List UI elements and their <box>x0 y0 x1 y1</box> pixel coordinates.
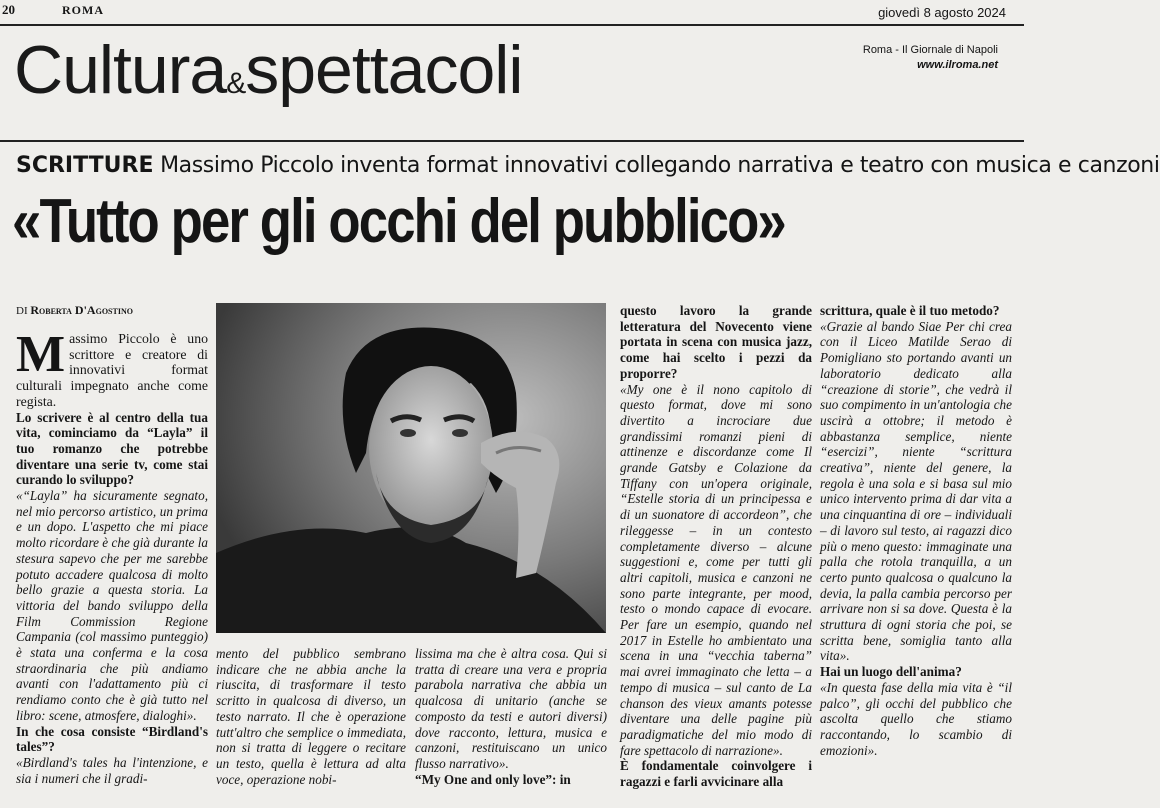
answer-2-start: «Birdland's tales ha l'intenzione, e sia i numeri che il gradi- <box>16 754 208 786</box>
section-title-amp: & <box>226 67 246 100</box>
author-photo <box>216 303 606 633</box>
section-title-part2: spettacoli <box>245 32 523 108</box>
section-title-part1: Cultura <box>14 32 227 108</box>
lead-text: assimo Piccolo è uno scrittore e creatore di innovativi format culturali impegnato anche come regista. <box>16 331 208 409</box>
paper-name: ROMA <box>62 3 104 17</box>
question-1: Lo scrivere è al centro della tua vita, cominciamo da “Layla” il tuo romanzo che potrebbe diventare una serie tv, come stai curando lo sviluppo? <box>16 409 208 488</box>
byline-prefix: DI <box>16 305 28 317</box>
answer-1: «“Layla” ha sicuramente segnato, nel mio percorso artistico, un prima e un dopo. L'aspetto che mi piace molto ricordare è che già durante la stesura sapevo che per me sarebbe potuto accadere qualcosa di molto bello grazie a questa storia. La vittoria del bando sviluppo della Film Commission Regione Campania (col massimo punteggio) è stata una conferma e la cosa straordinaria che più andiamo avanti con l'adattamento più ci rendiamo conto che è già tutto nel libro: scene, atmosfere, dialoghi». <box>16 488 208 723</box>
publication-name: Roma - Il Giornale di Napoli <box>862 44 998 56</box>
question-5: Hai un luogo dell'anima? <box>820 664 962 680</box>
article-column-2 <box>216 646 406 787</box>
question-4-start: È fondamentale coinvolgere i ragazzi e farli avvicinare alla <box>620 758 812 790</box>
kicker-text: Massimo Piccolo inventa format innovativi collegando narrativa e teatro con musica e canzoni <box>160 153 1160 178</box>
answer-2-end: lissima ma che è altra cosa. Qui si tratta di creare una vera e propria parabola narrativa che abbia un qualcosa di unitario (anche se composto da testi e autori diversi) dove racconto, lettura, musica e canzoni, restituiscano un unico flusso narrativo». <box>415 646 607 771</box>
headline: «Tutto per gli occhi del pubblico» <box>12 187 785 256</box>
answer-3: «My one è il nono capitolo di questo format, dove mi sono divertito a incrociare due grandissimi romanzi pieni di attinenze e discordanze come Il grande Gatsby e Colazione da Tiffany con un'opera originale, “Estelle storia di un principessa e di un suonatore di accordeon”, che rileggesse – in un contesto completamente diverso – alcune suggestioni e, come per tutti gli altri capitoli, musica e canzoni ne sono parte integrante, per mood, testo o mondo capace di evocare. Per fare un esempio, quando nel 2017 in Estelle ho ambientato una scena in una “vecchia taberna” mai avrei immaginato che letta – a tempo di musica – sul canto de La chanson des vieux amants potesse diventare una delle pagine più paradigmatiche del mio modo di fare spettacolo di narrazione». <box>620 381 812 758</box>
question-3-continued: questo lavoro la grande letteratura del Novecento viene portata in scena con musica jazz, come hai scelto i pezzi da proporre? <box>620 303 812 381</box>
section-rule <box>0 140 1024 142</box>
publication-website: www.ilroma.net <box>917 59 998 71</box>
answer-5: «In questa fase della mia vita è “il palco”, gli occhi del pubblico che ascolta quello che stiamo raccontando, lo scambio di emozioni». <box>820 679 1012 758</box>
answer-4: «Grazie al bando Siae Per chi crea con il Liceo Matilde Serao di Pomigliano sto portando avanti un laboratorio dedicato alla “creazione di storie”, che vedrà il suo compimento in un'antologia che uscirà a ottobre; il metodo è abbastanza semplice, niente “esercizi”, niente “scrittura creativa”, niente del genere, la regola è una sola e si basa sul mio unico intervento prima di dar vita a una cinquantina di ore – individuali – di lavoro sul testo, ai ragazzi dico più o meno questo: immaginate una palla che rotola tranquilla, a un certo punto qualcosa o qualcuno la devia, la palla cambia percorso per arrivare non si sa dove. Questa è la struttura di ogni storia che poi, se scritta bene, somiglia tanto alla vita». <box>820 318 1012 664</box>
article-column-3 <box>415 646 607 787</box>
kicker <box>16 153 1160 178</box>
lead-paragraph <box>16 326 208 410</box>
byline <box>16 303 133 318</box>
header-rule <box>0 24 1024 26</box>
kicker-tag: SCRITTURE <box>16 153 154 178</box>
question-4-continued: scrittura, quale è il tuo metodo? <box>820 303 1000 318</box>
article-column-5 <box>820 303 1012 758</box>
question-3-start: “My One and only love”: in <box>415 771 571 787</box>
page-number: 20 <box>2 2 15 17</box>
question-2: In che cosa consiste “Birdland's tales”? <box>16 723 208 755</box>
drop-cap: M <box>16 326 66 383</box>
issue-date: giovedì 8 agosto 2024 <box>878 5 1006 20</box>
byline-author: Roberta D'Agostino <box>30 303 133 317</box>
answer-2-continued: mento del pubblico sembrano indicare che ne abbia anche la riuscita, di trasformare il testo scritto in qualcosa di diverso, un testo narrato. Il che è operazione tutt'altro che semplice o immediata, non si tratta di leggere o recitare un testo, quella è lettura ad alta voce, operazione nobi- <box>216 646 406 787</box>
section-title <box>14 32 523 108</box>
article-column-4 <box>620 303 812 790</box>
article-column-1 <box>16 326 208 786</box>
